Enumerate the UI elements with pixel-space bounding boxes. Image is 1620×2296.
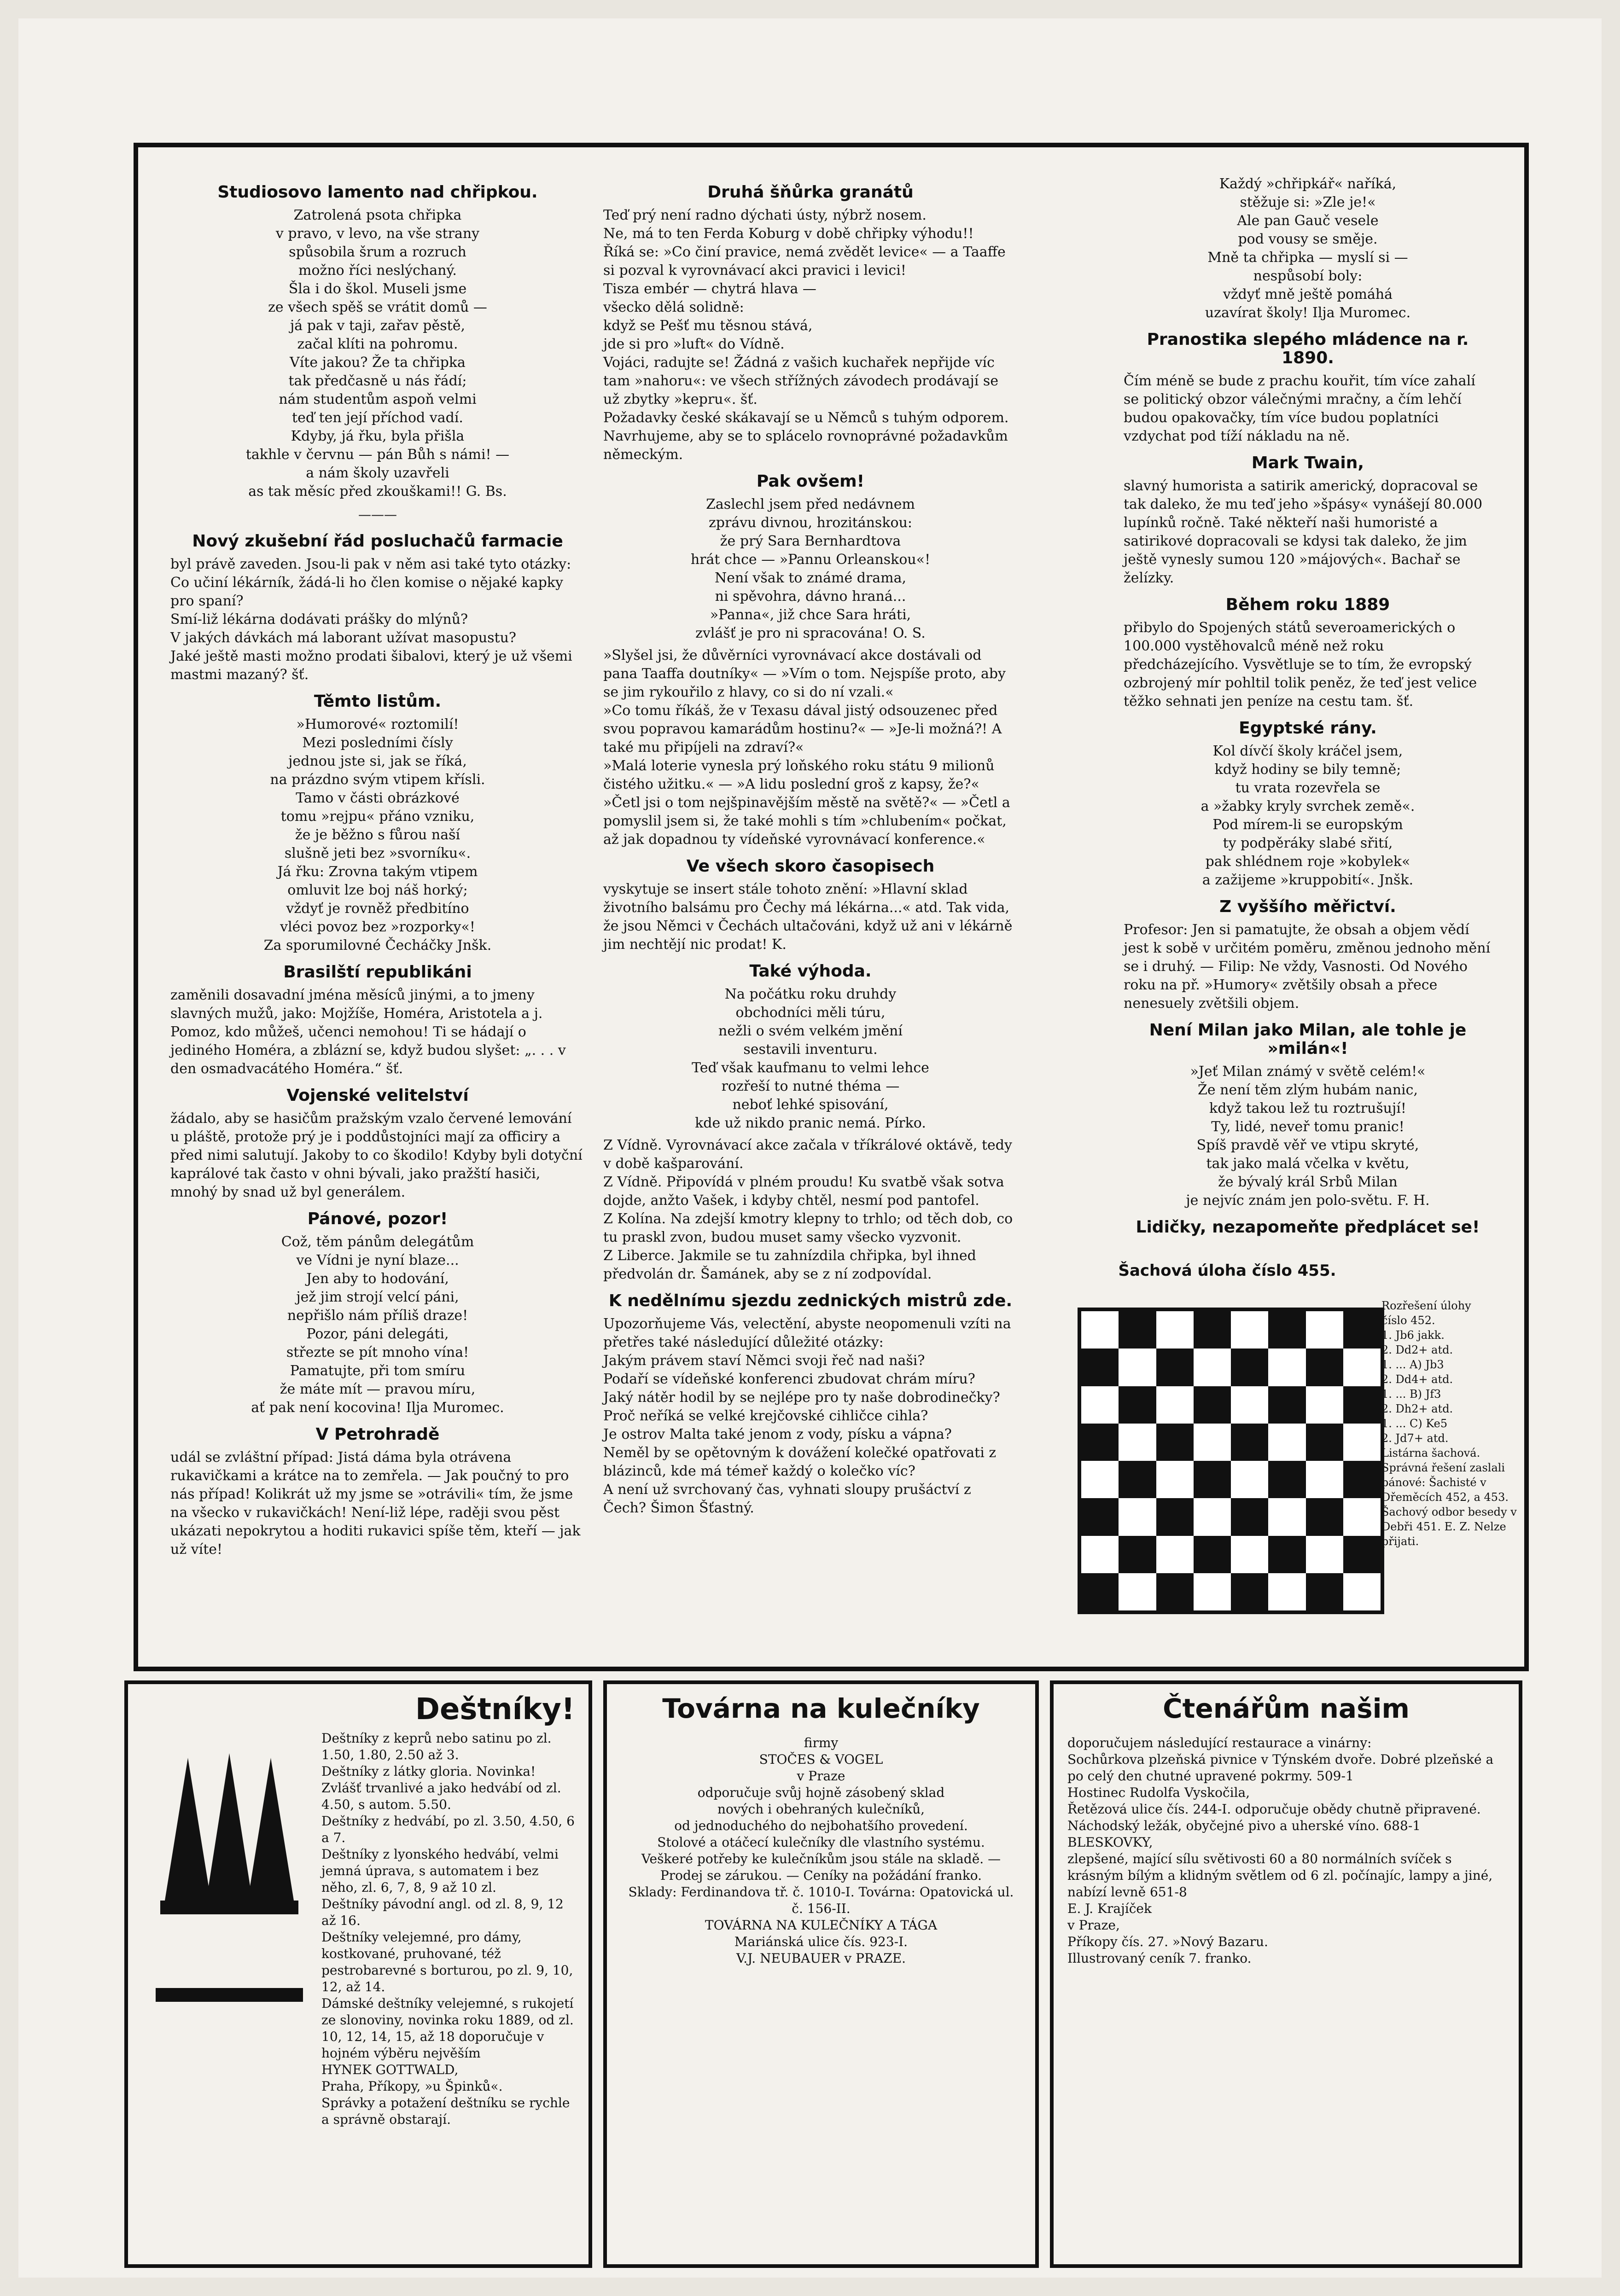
column-middle	[603, 175, 1018, 1521]
column-left	[170, 175, 585, 1563]
article-body: slavný humorista a satirik americký, dopracoval se tak daleko, že mu teď jeho »špásy« vynášejí 80.000 lupínků ročně. Také někteří naši humoristé a satirikové dopracovali se kdysi tak daleko, že jim ještě vynesly sumou 120 »májových«. Bachař se želízky.	[1124, 478, 1483, 586]
article-body: zaměnili dosavadní jména měsíců jinými, a to jmeny slavných mužů, jako: Mojžíše, Homéra, Aristotela a j. Pomoz, kdo můžeš, učenci nemohou! Ti se hádají o jediného Homéra, a zblázní se, když budou slyšet: „. . . v den osmadvacátého Homéra.“ šť.	[170, 987, 566, 1077]
article-title: Brasilští republikáni	[283, 963, 472, 982]
article-body: udál se zvláštní případ: Jistá dáma byla otrávena rukavičkami a krátce na to zemřela. — Jak poučný to pro nás případ! Kolikrát už my jsme se »otrávili« tím, že jsme na všecko v rukavičkách! Není-liž lépe, raději svou pěst ukázati nepokrytou a hoditi rukavici spíše těm, kteří — jak už víte!	[170, 1449, 581, 1558]
chess-square	[1231, 1461, 1268, 1498]
chess-square	[1268, 1461, 1305, 1498]
article-title: Mark Twain,	[1251, 453, 1364, 472]
chess-square	[1081, 1536, 1119, 1573]
chess-square	[1156, 1573, 1194, 1610]
chess-square	[1231, 1536, 1268, 1573]
chess-square	[1231, 1311, 1268, 1349]
chess-square	[1194, 1349, 1231, 1386]
chess-square	[1081, 1498, 1119, 1535]
article-title: Studiosovo lamento nad chřipkou.	[217, 183, 538, 202]
chess-square	[1119, 1424, 1156, 1461]
chess-title: Šachová úloha číslo 455.	[1118, 1261, 1336, 1280]
chess-square	[1156, 1349, 1194, 1386]
chess-square	[1343, 1573, 1381, 1610]
chess-square	[1194, 1386, 1231, 1424]
article-body: Z Vídně. Vyrovnávací akce začala v tříkrálové oktávě, tedy v době kašparování. Z Vídně. Připovídá v plném proudu! Ku svatbě však sotva dojde, anžto Vašek, i kdyby chtěl, nesmí pod pantofel. Z Kolína. Na zdejší kmotry klepny to trhlo; od těch dob, co tu praskl zvon, budou muset samy všecko vyzvonit. Z Liberce. Jakmile se tu zahnízdila chřipka, byl ihned předvolán dr. Šamánek, aby se z ní zodpovídal.	[603, 1137, 1013, 1282]
poem: Zaslechl jsem před nedávnem zprávu divnou, hrozitánskou: že prý Sara Bernhardtova hrát chce — »Pannu Orleanskou«! Není však to známé drama, ni spěvohra, dávno hraná... »Panna«, již chce Sara hráti, zvlášť je pro ni spracována! O. S.	[690, 496, 931, 641]
article-title: Nový zkušební řád posluchačů farmacie	[192, 532, 563, 551]
chess-square	[1306, 1573, 1343, 1610]
chess-square	[1231, 1386, 1268, 1424]
chess-square	[1231, 1498, 1268, 1535]
ad-title: Továrna na kulečníky	[662, 1693, 980, 1724]
chess-square	[1119, 1461, 1156, 1498]
chessboard	[1078, 1308, 1384, 1614]
chess-square	[1119, 1536, 1156, 1573]
ad-title: Čtenářům našim	[1163, 1693, 1410, 1724]
article-title: Pánové, pozor!	[307, 1209, 448, 1228]
chess-square	[1081, 1386, 1119, 1424]
chess-square	[1343, 1349, 1381, 1386]
ad-billiards	[603, 1680, 1039, 2268]
article-title: Z vyššího měřictví.	[1219, 897, 1396, 916]
chess-square	[1306, 1461, 1343, 1498]
chess-square	[1119, 1311, 1156, 1349]
article-title: Ve všech skoro časopisech	[686, 857, 935, 876]
article-body: Profesor: Jen si pamatujte, že obsah a objem vědí jest k sobě v určitém poměru, změnou jednoho mění se i druhý. — Filip: Ne vždy, Vasnosti. Od Nového roku na př. »Humory« zvětšily obsah a přece nenesuely zvětšili objem.	[1124, 922, 1491, 1011]
article-body: byl právě zaveden. Jsou-li pak v něm asi také tyto otázky: Co učiní lékárník, žádá-li ho člen komise o nějaké kapky pro spaní? Smí-liž lékárna dodávati prášky do mlýnů? V jakých dávkách má laborant užívat masopustu? Jaké ještě masti možno prodati šibalovi, který je už všemi mastmi mazaný? šť.	[170, 556, 572, 683]
chess-square	[1194, 1461, 1231, 1498]
chess-square	[1268, 1424, 1305, 1461]
chess-square	[1268, 1311, 1305, 1349]
chess-square	[1081, 1424, 1119, 1461]
chess-square	[1306, 1424, 1343, 1461]
article-title: Také výhoda.	[749, 962, 872, 981]
chess-square	[1156, 1386, 1194, 1424]
chess-square	[1231, 1573, 1268, 1610]
poem: »Humorové« roztomilí! Mezi posledními čísly jednou jste si, jak se říká, na prázdno svým vtipem křísli. Tamo v části obrázkové tomu »rejpu« přáno vzniku, že je běžno s fůrou naší slušně jeti bez »svorníku«. Já řku: Zrovna takým vtipem omluvit lze boj náš horký; vždyť je rovněž předbitíno vléci povoz bez »rozporky«! Za sporumilovné Čecháčky Jnšk.	[263, 716, 492, 953]
ad-body: doporučujem následující restaurace a vinárny: Sochůrkova plzeňská pivnice v Týnském dvoře. Dobré plzeňské a po celý den chutné upravené pokrmy. 509-1 Hostinec Rudolfa Vyskočila, Řetězová ulice čís. 244-I. odporučuje obědy chutně připravené. Náchodský ležák, obyčejné pivo a uherské víno. 688-1 BLESKOVKY, zlepšené, mající sílu světivosti 60 a 80 normálních svíček s krásným bílým a klidným světlem od 6 zl. počínajíc, lampy a jiné, nabízí levně 651-8 E. J. Krajíček v Praze, Příkopy čís. 27. »Nový Bazaru. Illustrovaný ceník 7. franko.	[1067, 1735, 1494, 1966]
article-body: »Slyšel jsi, že důvěrníci vyrovnávací akce dostávali od pana Taaffa doutníky« — »Vím o tom. Nejspíše proto, aby se jim rykouřilo z hlavy, co si do ní vzali.« »Co tomu říkáš, že v Texasu dával jistý odsouzenec před svou popravou kamarádům hostinu?« — »Je-li možná?! A také mu připíjeli na zdraví?« »Malá loterie vynesla prý loňského roku státu 9 milionů čistého užitku.« — »A lidu poslední groš z kapsy, že?« »Četl jsi o tom nejšpinavějším městě na světě?« — »Četl a pomyslil jsem si, že také mohli s tím »chlubením« počkat, až jak dopadnou ty vídeňské vyrovnávací konference.«	[603, 647, 1010, 848]
chess-square	[1156, 1536, 1194, 1573]
article-body: Teď prý není radno dýchati ústy, nýbrž nosem. Ne, má to ten Ferda Koburg v době chřipky výhodu!! Říká se: »Co činí pravice, nemá zvědět levice« — a Taaffe si pozval k vyrovnávací akci pravici i levici! Tisza embér — chytrá hlava — všecko dělá solidně: když se Pešť mu těsnou stává, jde si pro »luft« do Vídně. Vojáci, radujte se! Žádná z vašich kuchařek nepřijde víc tam »nahoru«: ve všech střížných závodech prodávají se už zbytky »kepru«. šť. Požadavky české skákavají se u Němců s tuhým odporem. Navrhujeme, aby se to splácelo rovnoprávné požadavkům německým.	[603, 207, 1009, 463]
chess-square	[1306, 1349, 1343, 1386]
ad-restaurants	[1050, 1680, 1522, 2268]
chess-square	[1343, 1461, 1381, 1498]
chess-square	[1081, 1573, 1119, 1610]
article-body: vyskytuje se insert stále tohoto znění: »Hlavní sklad životního balsámu pro Čechy má lékárna...« atd. Tak vida, že jsou Němci v Čechách ultačováni, když už ani v lékárně jim nechtějí nic prodat! K.	[603, 881, 1013, 953]
article-title: K nedělnímu sjezdu zednických mistrů zde.	[608, 1291, 1013, 1310]
chess-square	[1156, 1498, 1194, 1535]
ad-body: Deštníky z keprů nebo satinu po zl. 1.50, 1.80, 2.50 až 3. Deštníky z látky gloria. Novinka! Zvlášť trvanlivé a jako hedvábí od zl. 4.50, s autom. 5.50. Deštníky z hedvábí, po zl. 3.50, 4.50, 6 a 7. Deštníky z lyonského hedvábí, velmi jemná úprava, s automatem i bez něho, zl. 6, 7, 8, 9 až 10 zl. Deštníky pávodní angl. od zl. 8, 9, 12 až 16. Deštníky velejemné, pro dámy, kostkované, pruhované, též pestrobarevné s borturou, po zl. 9, 10, 12, až 14. Dámské deštníky velejemné, s rukojetí ze slonoviny, novinka roku 1889, od zl. 10, 12, 14, 15, až 18 doporučuje v hojném výběru nejvěším HYNEK GOTTWALD, Praha, Příkopy, »u Špinků«. Správky a potažení deštníku se rychle a správně obstarají.	[321, 1731, 575, 2127]
chess-square	[1268, 1349, 1305, 1386]
chess-square	[1306, 1536, 1343, 1573]
poem: Na počátku roku druhdy obchodníci měli túru, nežli o svém velkém jmění sestavili inventuru. Teď však kaufmanu to velmi lehce rozřeší to nutné théma — neboť lehké spisování, kde už nikdo pranic nemá. Pírko.	[692, 986, 929, 1131]
chess-square	[1194, 1311, 1231, 1349]
article-title: Těmto listům.	[314, 692, 442, 711]
article-title: Egyptské rány.	[1239, 719, 1377, 738]
divider: ———	[358, 507, 397, 522]
chess-solution: Rozřešení úlohy číslo 452. 1. Jb6 jakk. 2. Dd2+ atd. 1. ... A) Jb3 2. Dd4+ atd. 1. ... B) Jf3 2. Dh2+ atd. 1. ... C) Ke5 2. Jd7+ atd. Listárna šachová. Správná řešení zaslali pánové: Šachisté v Dřeměcích 452, a 453. Šachový odbor besedy v Debři 451. E. Z. Nelze přijati.	[1381, 1299, 1517, 1548]
article-body: žádalo, aby se hasičům pražským vzalo červené lemování u pláště, protože prý je i poddůstojníci mají za officiry a před nimi salutují. Jakoby to co škodilo! Kdyby byli dotyční kaprálové tak často v ohni bývali, jako pražští hasiči, mnohý by snad už byl generálem.	[170, 1110, 583, 1200]
chess-square	[1194, 1498, 1231, 1535]
poem: Kol dívčí školy kráčel jsem, když hodiny se bily temně; tu vrata rozevřela se a »žabky kryly svrchek země«. Pod mírem-li se europským ty podpěráky slabé sřití, pak shlédnem roje »kobylek« a zažijeme »kruppobití«. Jnšk.	[1200, 743, 1415, 888]
column-right	[1124, 175, 1492, 1241]
chess-square	[1306, 1311, 1343, 1349]
article-title: Pranostika slepého mládence na r. 1890.	[1147, 330, 1469, 367]
chess-square	[1119, 1349, 1156, 1386]
ad-title: Deštníky!	[415, 1692, 575, 1726]
chess-square	[1081, 1461, 1119, 1498]
chess-square	[1343, 1311, 1381, 1349]
poem: Což, těm pánům delegátům ve Vídni je nyní blaze... Jen aby to hodování, jež jim strojí velcí páni, nepřišlo nám příliš draze! Pozor, páni delegáti, střezte se pít mnoho vína! Pamatujte, při tom smíru že máte mít — pravou míru, ať pak není kocovina! Ilja Muromec.	[251, 1234, 504, 1416]
ad-body: firmy STOČES & VOGEL v Praze odporučuje svůj hojně zásobený sklad nových i obehraných kulečníků, od jednoduchého do nejbohatšího provedení. Stolové a otáčecí kulečníky dle vlastního systému. Veškeré potřeby ke kulečníkům jsou stále na skladě. — Prodej se zárukou. — Ceníky na požádání franko. Sklady: Ferdinandova tř. č. 1010-I. Továrna: Opatovická ul. č. 156-II. TOVÁRNA NA KULEČNÍKY A TÁGA Mariánská ulice čís. 923-I. V.J. NEUBAUER v PRAZE.	[628, 1735, 1014, 1966]
article-title: Během roku 1889	[1225, 595, 1390, 614]
chess-square	[1343, 1498, 1381, 1535]
subscription-banner: Lidičky, nezapomeňte předplácet se!	[1136, 1218, 1480, 1237]
poem: Zatrolená psota chřipka v pravo, v levo, na vše strany spůsobila šrum a rozruch možno říci neslýchaný. Šla i do škol. Museli jsme ze všech spěš se vrátit domů — já pak v taji, zařav pěstě, začal klíti na pohromu. Víte jakou? Že ta chřipka tak předčasně u nás řádí; nám studentům aspoň velmi teď ten její příchod vadí. Kdyby, já řku, byla přišla takhle v červnu — pán Bůh s námi! — a nám školy uzavřeli as tak měsíc před zkouškami!! G. Bs.	[245, 207, 510, 500]
chess-square	[1306, 1386, 1343, 1424]
chess-square	[1119, 1498, 1156, 1535]
chess-square	[1268, 1498, 1305, 1535]
article-title: Pak ovšem!	[756, 472, 865, 491]
chess-square	[1156, 1424, 1194, 1461]
article-title: Druhá šňůrka granátů	[707, 183, 914, 202]
chess-square	[1231, 1349, 1268, 1386]
article-title: Vojenské velitelství	[286, 1086, 469, 1105]
chess-square	[1231, 1424, 1268, 1461]
chess-square	[1081, 1311, 1119, 1349]
chess-square	[1156, 1311, 1194, 1349]
chess-square	[1194, 1424, 1231, 1461]
chess-square	[1119, 1386, 1156, 1424]
chess-square	[1194, 1536, 1231, 1573]
chess-square	[1268, 1536, 1305, 1573]
newspaper-page	[18, 18, 1602, 2278]
poem: Každý »chřipkář« naříká, stěžuje si: »Zle je!« Ale pan Gauč vesele pod vousy se směje. Mně ta chřipka — myslí si — nespůsobí boly: vždyť mně ještě pomáhá uzavírat školy! Ilja Muromec.	[1205, 176, 1411, 321]
chess-square	[1268, 1573, 1305, 1610]
chess-square	[1343, 1386, 1381, 1424]
ad-umbrellas	[124, 1680, 592, 2268]
chess-square	[1119, 1573, 1156, 1610]
chess-square	[1081, 1349, 1119, 1386]
umbrella-icon	[146, 1749, 312, 2006]
chess-square	[1156, 1461, 1194, 1498]
article-body: Čím méně se bude z prachu kouřit, tím více zahalí se politický obzor válečnými mračny, a čím lehčí budou opakovačky, tím více budou poplatníci vzdychat pod tíží nákladu na ně.	[1124, 373, 1475, 444]
article-body: přibylo do Spojených států severoamerických o 100.000 vystěhovalců méně než roku předcházejícího. Vysvětluje se to tím, že evropský ozbrojený mír pohltil tolik peněz, že teď jest velice těžko sehnati jen peníze na cestu tam. šť.	[1124, 620, 1477, 709]
article-title: V Petrohradě	[315, 1425, 440, 1444]
chess-square	[1343, 1424, 1381, 1461]
article-body: Upozorňujeme Vás, velectění, abyste neopomenuli vzíti na přetřes také následující důležité otázky: Jakým právem staví Němci svoji řeč nad naši? Podaří se vídeňské konferenci zbudovat chrám míru? Jaký nátěr hodil by se nejlépe pro ty naše dobrodinečky? Proč neříká se velké krejčovské cihličce cihla? Je ostrov Malta také jenom z vody, písku a vápna? Neměl by se opětovným k dovážení kolečké opatřovati z blázinců, kde má témeř každý o kolečko víc? A není už svrchovaný čas, vyhnati sloupy prušáctví z Čech? Šimon Šťastný.	[603, 1316, 1011, 1516]
article-title: Není Milan jako Milan, ale tohle je »milán«!	[1149, 1021, 1467, 1058]
poem: »Jeť Milan známý v světě celém!« Že není těm zlým hubám nanic, když takou lež tu roztrušují! Ty, lidé, neveř tomu pranic! Spíš pravdě věř ve vtipu skryté, tak jako malá včelka v květu, že bývalý král Srbů Milan je nejvíc znám jen polo-světu. F. H.	[1186, 1064, 1430, 1209]
chess-square	[1343, 1536, 1381, 1573]
chess-square	[1306, 1498, 1343, 1535]
chess-square	[1194, 1573, 1231, 1610]
chess-square	[1268, 1386, 1305, 1424]
